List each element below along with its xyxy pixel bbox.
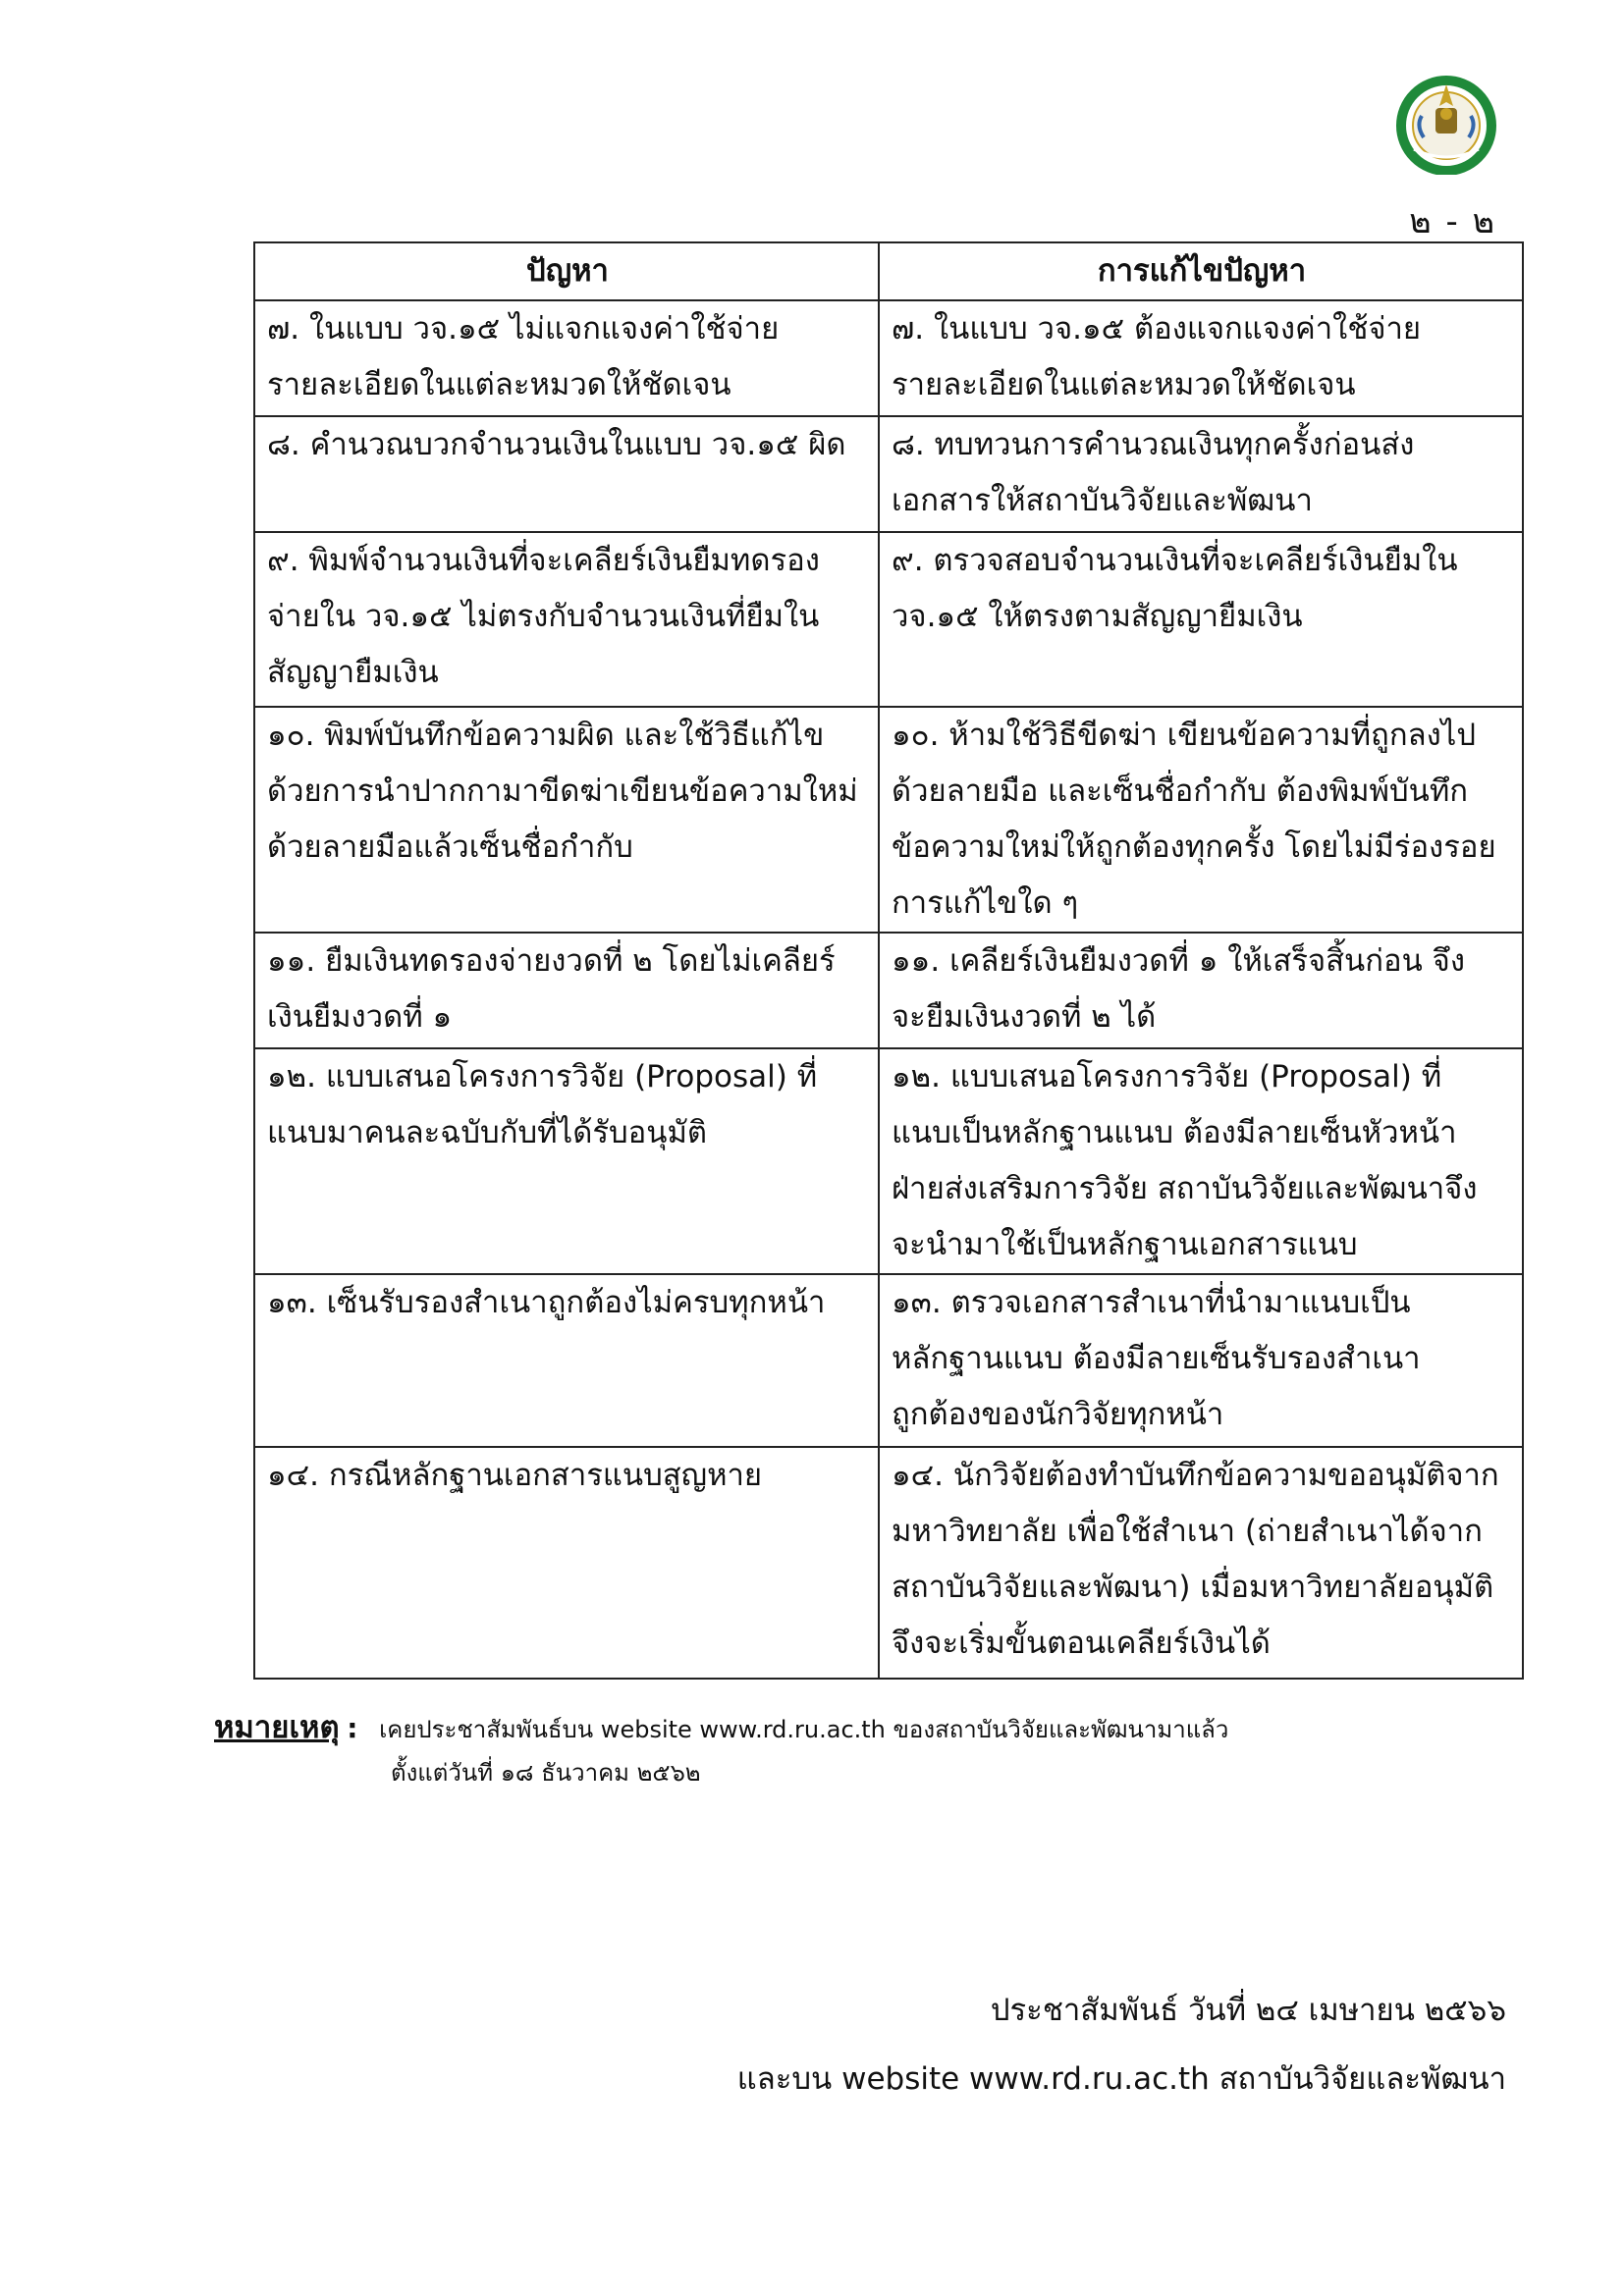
cell-line: มหาวิทยาลัย เพื่อใช้สำเนา (ถ่ายสำเนาได้จาก — [892, 1514, 1483, 1549]
cell-line: ๙. ตรวจสอบจำนวนเงินที่จะเคลียร์เงินยืมใน — [892, 543, 1458, 578]
note-colon: : — [347, 1712, 358, 1744]
table-row — [254, 1447, 1523, 1679]
problem-cell — [254, 532, 879, 707]
cell-line: ถูกต้องของนักวิจัยทุกหน้า — [892, 1397, 1224, 1432]
cell-line: หลักฐานแนบ ต้องมีลายเซ็นรับรองสำเนา — [892, 1341, 1421, 1376]
note-line-1: เคยประชาสัมพันธ์บน website www.rd.ru.ac.th ของสถาบันวิจัยและพัฒนามาแล้ว — [379, 1716, 1229, 1743]
note-line-2: ตั้งแต่วันที่ ๑๘ ธันวาคม ๒๕๖๒ — [391, 1759, 701, 1787]
column-header-solution: การแก้ไขปัญหา — [879, 242, 1523, 300]
cell-line: ฝ่ายส่งเสริมการวิจัย สถาบันวิจัยและพัฒนาจึง — [892, 1171, 1478, 1206]
footer-announcement-date: ประชาสัมพันธ์ วันที่ ๒๔ เมษายน ๒๕๖๖ — [990, 1993, 1506, 2028]
cell-line: ๘. คำนวณบวกจำนวนเงินในแบบ วจ.๑๕ ผิด — [267, 427, 846, 462]
problem-cell — [254, 300, 879, 416]
cell-line: รายละเอียดในแต่ละหมวดให้ชัดเจน — [267, 367, 731, 402]
cell-line: ๑๑. ยืมเงินทดรองจ่ายงวดที่ ๒ โดยไม่เคลียร์ — [267, 943, 836, 979]
cell-line: ๑๓. ตรวจเอกสารสำเนาที่นำมาแนบเป็น — [892, 1285, 1411, 1320]
cell-line: จึงจะเริ่มขั้นตอนเคลียร์เงินได้ — [892, 1626, 1271, 1661]
cell-line: จ่ายใน วจ.๑๕ ไม่ตรงกับจำนวนเงินที่ยืมใน — [267, 599, 820, 634]
table-row — [254, 300, 1523, 416]
solution-cell — [879, 532, 1523, 707]
university-seal-icon — [1392, 67, 1500, 175]
table-row — [254, 707, 1523, 933]
cell-line: จะนำมาใช้เป็นหลักฐานเอกสารแนบ — [892, 1227, 1358, 1262]
note-label: หมายเหตุ — [214, 1710, 340, 1745]
solution-cell — [879, 416, 1523, 532]
cell-line: สัญญายืมเงิน — [267, 655, 439, 690]
cell-line: แนบเป็นหลักฐานแนบ ต้องมีลายเซ็นหัวหน้า — [892, 1115, 1457, 1150]
cell-line: ด้วยลายมือ และเซ็นชื่อกำกับ ต้องพิมพ์บันทึก — [892, 774, 1469, 809]
cell-line: ๑๔. นักวิจัยต้องทำบันทึกข้อความขออนุมัติจาก — [892, 1458, 1499, 1493]
cell-line: ๑๓. เซ็นรับรองสำเนาถูกต้องไม่ครบทุกหน้า — [267, 1285, 826, 1320]
cell-line: ด้วยการนำปากกามาขีดฆ่าเขียนข้อความใหม่ — [267, 774, 858, 809]
problem-cell — [254, 416, 879, 532]
table-row — [254, 416, 1523, 532]
cell-line: ๙. พิมพ์จำนวนเงินที่จะเคลียร์เงินยืมทดรอง — [267, 543, 820, 578]
solution-cell — [879, 933, 1523, 1048]
table-row — [254, 933, 1523, 1048]
solution-cell — [879, 300, 1523, 416]
cell-line: ด้วยลายมือแล้วเซ็นชื่อกำกับ — [267, 829, 633, 865]
cell-line: การแก้ไขใด ๆ — [892, 885, 1079, 921]
cell-line: ๑๐. พิมพ์บันทึกข้อความผิด และใช้วิธีแก้ไข — [267, 718, 825, 753]
cell-line: ๗. ในแบบ วจ.๑๕ ต้องแจกแจงค่าใช้จ่าย — [892, 311, 1422, 347]
solution-cell — [879, 1447, 1523, 1679]
cell-line: ๑๔. กรณีหลักฐานเอกสารแนบสูญหาย — [267, 1458, 763, 1493]
cell-line: ๑๑. เคลียร์เงินยืมงวดที่ ๑ ให้เสร็จสิ้นก่อน จึง — [892, 943, 1465, 979]
problem-cell — [254, 933, 879, 1048]
footer-website-note: และบน website www.rd.ru.ac.th สถาบันวิจัยและพัฒนา — [736, 2061, 1506, 2097]
cell-line: แนบมาคนละฉบับกับที่ได้รับอนุมัติ — [267, 1115, 708, 1150]
cell-line: จะยืมเงินงวดที่ ๒ ได้ — [892, 999, 1157, 1035]
cell-line: รายละเอียดในแต่ละหมวดให้ชัดเจน — [892, 367, 1356, 402]
cell-line: ๗. ในแบบ วจ.๑๕ ไม่แจกแจงค่าใช้จ่าย — [267, 311, 780, 347]
problem-cell — [254, 1447, 879, 1679]
table-row — [254, 1274, 1523, 1447]
solution-cell — [879, 1048, 1523, 1274]
cell-line: ๑๐. ห้ามใช้วิธีขีดฆ่า เขียนข้อความที่ถูกลงไป — [892, 718, 1476, 753]
cell-line: วจ.๑๕ ให้ตรงตามสัญญายืมเงิน — [892, 599, 1303, 634]
cell-line: เอกสารให้สถาบันวิจัยและพัฒนา — [892, 483, 1313, 518]
column-header-problem: ปัญหา — [254, 242, 879, 300]
solution-cell — [879, 707, 1523, 933]
cell-line: ๑๒. แบบเสนอโครงการวิจัย (Proposal) ที่ — [267, 1059, 818, 1095]
table-row — [254, 532, 1523, 707]
table-row — [254, 1048, 1523, 1274]
problem-cell — [254, 1048, 879, 1274]
solution-cell — [879, 1274, 1523, 1447]
table-header-row — [254, 242, 1523, 300]
cell-line: ข้อความใหม่ให้ถูกต้องทุกครั้ง โดยไม่มีร่องรอย — [892, 829, 1496, 865]
cell-line: เงินยืมงวดที่ ๑ — [267, 999, 453, 1035]
page-number: ๒ - ๒ — [1409, 202, 1496, 241]
note-section — [214, 1706, 1229, 1787]
cell-line: สถาบันวิจัยและพัฒนา) เมื่อมหาวิทยาลัยอนุมัติ — [892, 1570, 1494, 1605]
cell-line: ๑๒. แบบเสนอโครงการวิจัย (Proposal) ที่ — [892, 1059, 1442, 1095]
problem-cell — [254, 707, 879, 933]
problems-table — [253, 241, 1524, 1680]
cell-line: ๘. ทบทวนการคำนวณเงินทุกครั้งก่อนส่ง — [892, 427, 1415, 462]
problem-cell — [254, 1274, 879, 1447]
